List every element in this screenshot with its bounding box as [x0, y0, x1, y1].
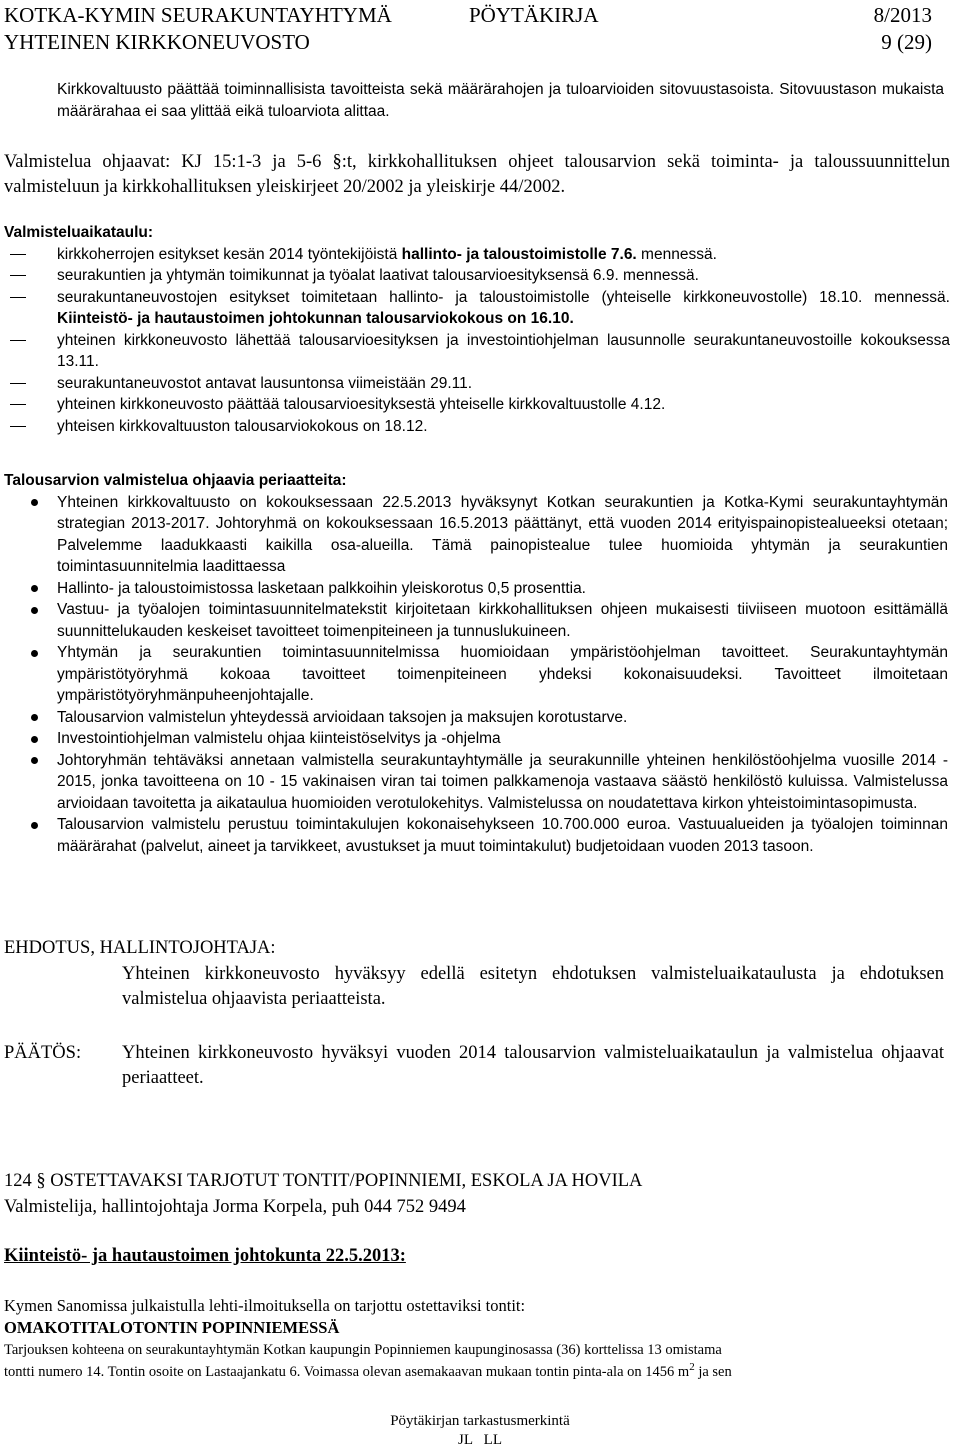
principle-item: Vastuu- ja työalojen toimintasuunnitelmatekstit kirjoitetaan kirkkohallituksen ohjeen mukaisesti tiiviiseen muotoon esittämällä suunnittelukauden keskeiset tavoitteet toimenpiteineen ja tunnuslukuineen. [4, 599, 948, 642]
governing-body: YHTEINEN KIRKKONEUVOSTO [4, 30, 310, 54]
intro-paragraph: Kirkkovaltuusto päättää toiminnallisista tavoitteista sekä määrärahojen ja tuloarvioiden sitovuustasoista. Sitovuustason mukaista määrärahaa ei saa ylittää eikä tuloarviota alittaa. [57, 81, 944, 120]
schedule-item: seurakuntien ja yhtymän toimikunnat ja työalat laativat talousarvioesityksensä 6.9. mennessä. [4, 265, 950, 287]
schedule-item: seurakuntaneuvostot antavat lausuntonsa viimeistään 29.11. [4, 373, 950, 395]
page-footer [0, 1412, 960, 1450]
decision-text: Yhteinen kirkkoneuvosto hyväksyi vuoden 2014 talousarvion valmisteluaikataulun ja valmistelua ohjaavat periaatteet. [122, 1043, 944, 1088]
principle-item: Johtoryhmän tehtäväksi annetaan valmistella seurakuntayhtymälle ja seurakunnille yhteinen henkilöstöohjelma vuosille 2014 - 2015, jonka tavoitteena on 10 - 15 vakinaisen viran tai toimen palkkamenoja vastaava säästö henkilöstö kuluissa. Valmistelussa arvioidaan tavoitetta ja aikataulua huomioiden verotulokehitys. Valmistelussa on noudatettava kirkon yhteistoimintasopimusta. [4, 750, 948, 815]
preparer-line: Valmistelija, hallintojohtaja Jorma Korpela, puh 044 752 9494 [4, 1197, 466, 1217]
principle-item: Yhteinen kirkkovaltuusto on kokouksessaan 22.5.2013 hyväksynyt Kotkan seurakuntien ja Kotka-Kymi seurakuntayhtymän strategian 2013-2017. Johtoryhmä on kokouksessaan 16.5.2013 päättänyt, että vuoden 2014 erityispainopistealueeksi otetaan; Palvelemme laadukkaasti kaikilla osa-alueilla. Tämä painopistealue tulee huomioida yhtymän ja seurakuntien toimintasuunnitelmia laadittaessa [4, 492, 948, 578]
page-number: 9 (29) [881, 30, 932, 54]
guidance-paragraph: Valmistelua ohjaavat: KJ 15:1-3 ja 5-6 §:t, kirkkohallituksen ohjeet talousarvion sekä toiminta- ja taloussuunnittelun valmisteluun ja kirkkohallituksen yleiskirjeet 20/2002 ja yleiskirje 44/2002. [4, 152, 950, 197]
lot-description-line2: tontti numero 14. Tontin osoite on Lastaajankatu 6. Voimassa olevan asemakaavan mukaan tontin pinta-ala on 1456 $m^2$ ja sen [4, 1361, 732, 1380]
footer-initials: JL LL [457, 1432, 503, 1448]
page-header [4, 2, 932, 56]
section-title: OSTETTAVAKSI TARJOTUT TONTIT/POPINNIEMI, ESKOLA JA HOVILA [50, 1171, 643, 1191]
schedule-item: seurakuntaneuvostojen esitykset toimitetaan hallinto- ja taloustoimistolle (yhteiselle kirkkoneuvostolle) 18.10. mennessä. Kiinteistö- ja hautaustoimen johtokunnan talousarviokokous on 16.10. [4, 287, 950, 330]
proposal-label: EHDOTUS, HALLINTOJOHTAJA: [4, 938, 276, 958]
section-heading [4, 1169, 950, 1194]
decision-label: PÄÄTÖS: [4, 1043, 82, 1063]
schedule-section [4, 222, 950, 437]
schedule-item: yhteinen kirkkoneuvosto lähettää talousarvioesityksen ja investointiohjelman lausunnolle seurakuntaneuvostoille kokouksessa 13.11. [4, 330, 950, 373]
schedule-title: Valmisteluaikataulu: [4, 224, 154, 241]
footer-label: Pöytäkirjan tarkastusmerkintä [390, 1413, 570, 1429]
minutes-number: 8/2013 [873, 3, 932, 27]
principle-item: Talousarvion valmistelu perustuu toimintakulujen kokonaisehykseen 10.700.000 euroa. Vastuualueiden ja työalojen toiminnan määrärahat (palvelut, aineet ja tarvikkeet, avustukset ja muut toimintakulut) budjetoidaan vuoden 2013 tasoon. [4, 814, 948, 857]
principles-section [4, 470, 948, 857]
lot-subheading: OMAKOTITALOTONTIN POPINNIEMESSÄ [4, 1318, 340, 1337]
document-type: PÖYTÄKIRJA [469, 3, 599, 27]
schedule-item: kirkkoherrojen esitykset kesän 2014 työntekijöistä hallinto- ja taloustoimistolle 7.6. mennessä. [4, 244, 950, 266]
organization-name: KOTKA-KYMIN SEURAKUNTAYHTYMÄ [4, 3, 392, 27]
principle-item: Investointiohjelman valmistelu ohjaa kiinteistöselvitys ja -ohjelma [4, 728, 948, 750]
section-intro: Kymen Sanomissa julkaistulla lehti-ilmoituksella on tarjottu ostettaviksi tontit: [4, 1296, 526, 1315]
principles-title: Talousarvion valmistelua ohjaavia periaatteita: [4, 472, 347, 489]
principle-item: Yhtymän ja seurakuntien toimintasuunnitelmissa huomioidaan ympäristöohjelman tavoitteet. Seurakuntayhtymän ympäristötyöryhmä kokoaa tavoitteet toimenpiteineen yhdeksi kokonaisuudeksi. Tavoitteet ilmoitetaan ympäristötyöryhmänpuheenjohtajalle. [4, 642, 948, 707]
schedule-item: yhteinen kirkkoneuvosto päättää talousarvioesityksestä yhteiselle kirkkovaltuustolle 4.12. [4, 394, 950, 416]
section-number: 124 § [4, 1171, 46, 1191]
schedule-item: yhteisen kirkkovaltuuston talousarviokokous on 18.12. [4, 416, 950, 438]
principle-item: Hallinto- ja taloustoimistossa lasketaan palkkoihin yleiskorotus 0,5 prosenttia. [4, 578, 948, 600]
principle-item: Talousarvion valmistelun yhteydessä arvioidaan taksojen ja maksujen korotustarve. [4, 707, 948, 729]
board-heading: Kiinteistö- ja hautaustoimen johtokunta 22.5.2013: [4, 1246, 406, 1266]
proposal-text: Yhteinen kirkkoneuvosto hyväksyy edellä esitetyn ehdotuksen valmisteluaikataulusta ja ehdotuksen valmistelua ohjaavista periaatteista. [122, 964, 944, 1009]
lot-description-line1: Tarjouksen kohteena on seurakuntayhtymän Kotkan kaupungin Popinniemen kaupunginosassa (36) korttelissa 13 omistama [4, 1342, 722, 1358]
